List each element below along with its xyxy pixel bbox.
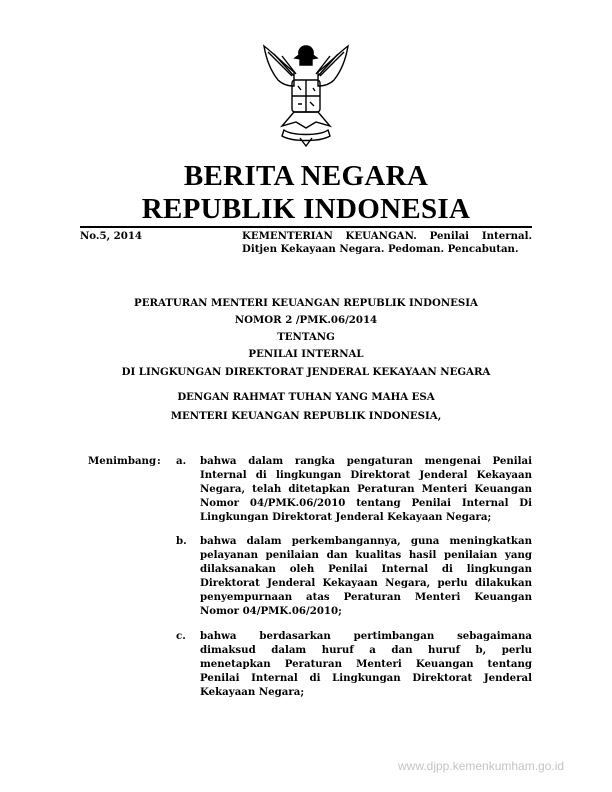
gazette-number: No.5, 2014 xyxy=(80,230,143,242)
item-line: pelayanan penilaian dan kualitas hasil penilaian yang xyxy=(200,549,532,561)
item-letter: a. xyxy=(176,455,187,467)
gazette-title: BERITA NEGARA xyxy=(183,160,429,192)
item-line: bahwa berdasarkan pertimbangan sebagaimana xyxy=(200,630,532,642)
considering-colon: : xyxy=(157,455,161,467)
garuda-emblem-icon xyxy=(258,42,354,148)
item-line: Nomor 04/PMK.06/2010; xyxy=(200,605,342,617)
gazette-subtitle: REPUBLIK INDONESIA xyxy=(141,193,471,225)
item-line: menetapkan Peraturan Menteri Keuangan tentang xyxy=(200,658,532,670)
considering-item-b xyxy=(200,534,532,618)
watermark: www.djpp.kemenkumham.go.id xyxy=(398,759,565,773)
regulation-about: TENTANG xyxy=(277,331,335,343)
item-line: Kekayaan Negara; xyxy=(200,686,305,698)
item-line: Penilai Internal di Lingkungan Direktorat Jenderal xyxy=(200,672,532,684)
item-letter: b. xyxy=(176,535,187,547)
issuer: MENTERI KEUANGAN REPUBLIK INDONESIA, xyxy=(170,410,442,422)
considering-label: Menimbang xyxy=(88,455,157,467)
subject-line: KEMENTERIAN KEUANGAN. Penilai Internal. xyxy=(242,230,532,242)
item-letter: c. xyxy=(176,630,186,642)
item-line: bahwa dalam rangka pengaturan mengenai Penilai xyxy=(200,455,532,467)
header-rule xyxy=(80,226,532,228)
item-line: Direktorat Jenderal Kekayaan Negara, perlu dilakukan xyxy=(200,577,532,589)
item-line: Negara, telah ditetapkan Peraturan Menteri Keuangan xyxy=(200,483,532,495)
item-line: Nomor 04/PMK.06/2010 tentang Penilai Internal Di xyxy=(200,497,532,509)
regulation-scope: DI LINGKUNGAN DIREKTORAT JENDERAL KEKAYAAN NEGARA xyxy=(121,366,491,378)
item-line: bahwa dalam perkembangannya, guna meningkatkan xyxy=(200,535,532,547)
item-line: dimaksud dalam huruf a dan huruf b, perlu xyxy=(200,644,532,656)
item-line: dilaksanakan oleh Penilai Internal di lingkungan xyxy=(200,563,532,575)
item-line: Internal di lingkungan Direktorat Jenderal Kekayaan xyxy=(200,469,532,481)
subject-line: Ditjen Kekayaan Negara. Pedoman. Pencabutan. xyxy=(242,243,519,255)
considering-item-c xyxy=(200,629,532,699)
item-line: penyempurnaan atas Peraturan Menteri Keuangan xyxy=(200,591,532,603)
regulation-number: NOMOR 2 /PMK.06/2014 xyxy=(234,314,378,326)
regulation-title: PERATURAN MENTERI KEUANGAN REPUBLIK INDONESIA xyxy=(134,297,478,309)
gazette-subject xyxy=(242,230,532,256)
item-line: Lingkungan Direktorat Jenderal Kekayaan Negara; xyxy=(200,511,492,523)
regulation-topic: PENILAI INTERNAL xyxy=(248,348,364,360)
invocation: DENGAN RAHMAT TUHAN YANG MAHA ESA xyxy=(177,391,435,403)
considering-item-a xyxy=(200,454,532,524)
